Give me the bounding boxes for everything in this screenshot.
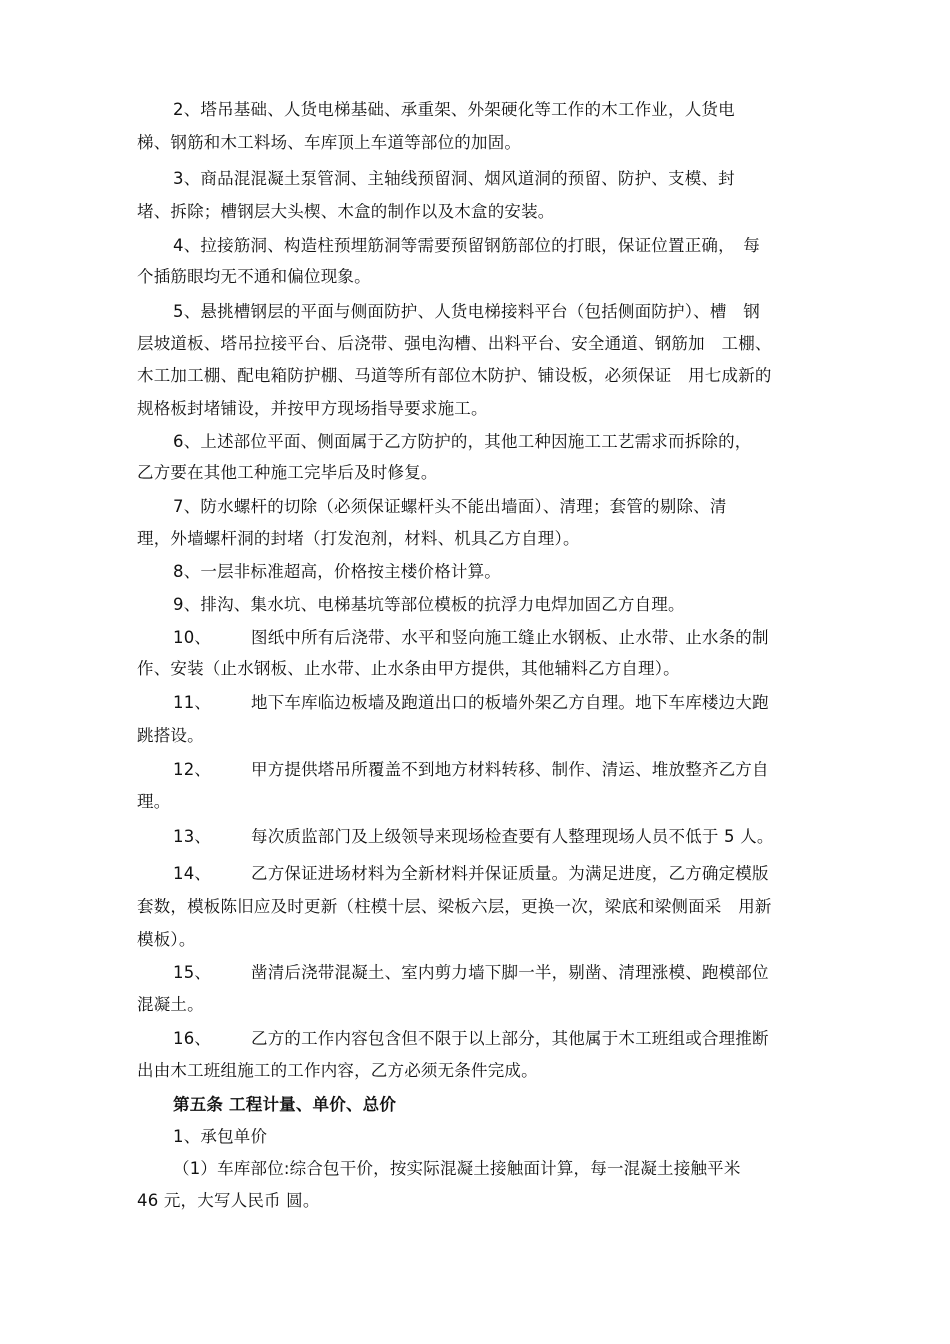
article-5-heading: 第五条 工程计量、单价、总价 [173,1095,397,1114]
item-15-line-2: 混凝土。 [137,995,204,1014]
item-3-line-2: 堵、拆除；槽钢层大头楔、木盒的制作以及木盒的安装。 [137,202,555,221]
item-12-line-1 [173,759,769,781]
item-14-line-3: 模板）。 [137,930,196,949]
item-2-line-1: 2、塔吊基础、人货电梯基础、承重架、外架硬化等工作的木工作业，人货电 [173,100,735,119]
garage-price-line-1: （1）车库部位:综合包干价，按实际混凝土接触面计算，每一混凝土接触平米 [173,1159,741,1178]
item-12-line-2: 理。 [137,792,171,811]
item-14-number: 14、 [173,864,212,883]
item-7-line-2: 理，外墙螺杆洞的封堵（打发泡剂，材料、机具乙方自理）。 [137,529,580,548]
item-14-line-1 [173,863,769,885]
item-5-line-3: 木工加工棚、配电箱防护棚、马道等所有部位木防护、铺设板，必须保证 用七成新的 [137,366,772,385]
item-14-line-2: 套数，模板陈旧应及时更新（柱模十层、梁板六层，更换一次，梁底和梁侧面采 用新 [137,897,772,916]
item-3-line-1: 3、商品混混凝土泵管洞、主轴线预留洞、烟风道洞的预留、防护、支模、封 [173,169,735,188]
item-6-line-2: 乙方要在其他工种施工完毕后及时修复。 [137,463,438,482]
item-11-line-1 [173,692,769,714]
item-4-line-2: 个插筋眼均无不通和偏位现象。 [137,267,371,286]
item-5-line-2: 层坡道板、塔吊拉接平台、后浇带、强电沟槽、出料平台、安全通道、钢筋加 工棚、 [137,334,772,353]
item-11-text: 地下车库临边板墙及跑道出口的板墙外架乙方自理。地下车库楼边大跑 [251,693,769,712]
item-13-text: 每次质监部门及上级领导来现场检查要有人整理现场人员不低于 5 人。 [251,827,774,846]
item-6-line-1: 6、上述部位平面、侧面属于乙方防护的，其他工种因施工工艺需求而拆除的， [173,432,752,451]
item-5-line-1: 5、悬挑槽钢层的平面与侧面防护、人货电梯接料平台（包括侧面防护）、槽 钢 [173,302,760,321]
item-10-line-2: 作、安装（止水钢板、止水带、止水条由甲方提供，其他辅料乙方自理）。 [137,659,680,678]
item-5-line-4: 规格板封堵铺设，并按甲方现场指导要求施工。 [137,399,488,418]
item-10-text: 图纸中所有后浇带、水平和竖向施工缝止水钢板、止水带、止水条的制 [251,628,769,647]
item-16-line-1 [173,1028,769,1050]
item-4-line-1: 4、拉接筋洞、构造柱预埋筋洞等需要预留钢筋部位的打眼，保证位置正确， 每 [173,236,760,255]
item-7-line-1: 7、防水螺杆的切除（必须保证螺杆头不能出墙面）、清理；套管的剔除、清 [173,497,727,516]
item-14-text: 乙方保证进场材料为全新材料并保证质量。为满足进度，乙方确定模版 [251,864,769,883]
item-8: 8、一层非标准超高，价格按主楼价格计算。 [173,562,501,581]
item-10-line-1 [173,627,769,649]
item-11-line-2: 跳搭设。 [137,726,204,745]
contract-unit-price-label: 1、承包单价 [173,1127,268,1146]
item-2-line-2: 梯、钢筋和木工料场、车库顶上车道等部位的加固。 [137,133,522,152]
item-9: 9、排沟、集水坑、电梯基坑等部位模板的抗浮力电焊加固乙方自理。 [173,595,685,614]
item-10-number: 10、 [173,628,212,647]
item-15-text: 凿清后浇带混凝土、室内剪力墙下脚一半，剔凿、清理涨模、跑模部位 [251,963,769,982]
item-12-number: 12、 [173,760,212,779]
garage-price-line-2: 46 元，大写人民币 圆。 [137,1191,320,1210]
item-15-line-1 [173,962,769,984]
item-11-number: 11、 [173,693,212,712]
item-16-text: 乙方的工作内容包含但不限于以上部分，其他属于木工班组或合理推断 [251,1029,769,1048]
item-12-text: 甲方提供塔吊所覆盖不到地方材料转移、制作、清运、堆放整齐乙方自 [251,760,769,779]
item-13-number: 13、 [173,827,212,846]
item-13-line-1 [173,826,774,848]
item-16-number: 16、 [173,1029,212,1048]
item-15-number: 15、 [173,963,212,982]
item-16-line-2: 出由木工班组施工的工作内容，乙方必须无条件完成。 [137,1061,538,1080]
